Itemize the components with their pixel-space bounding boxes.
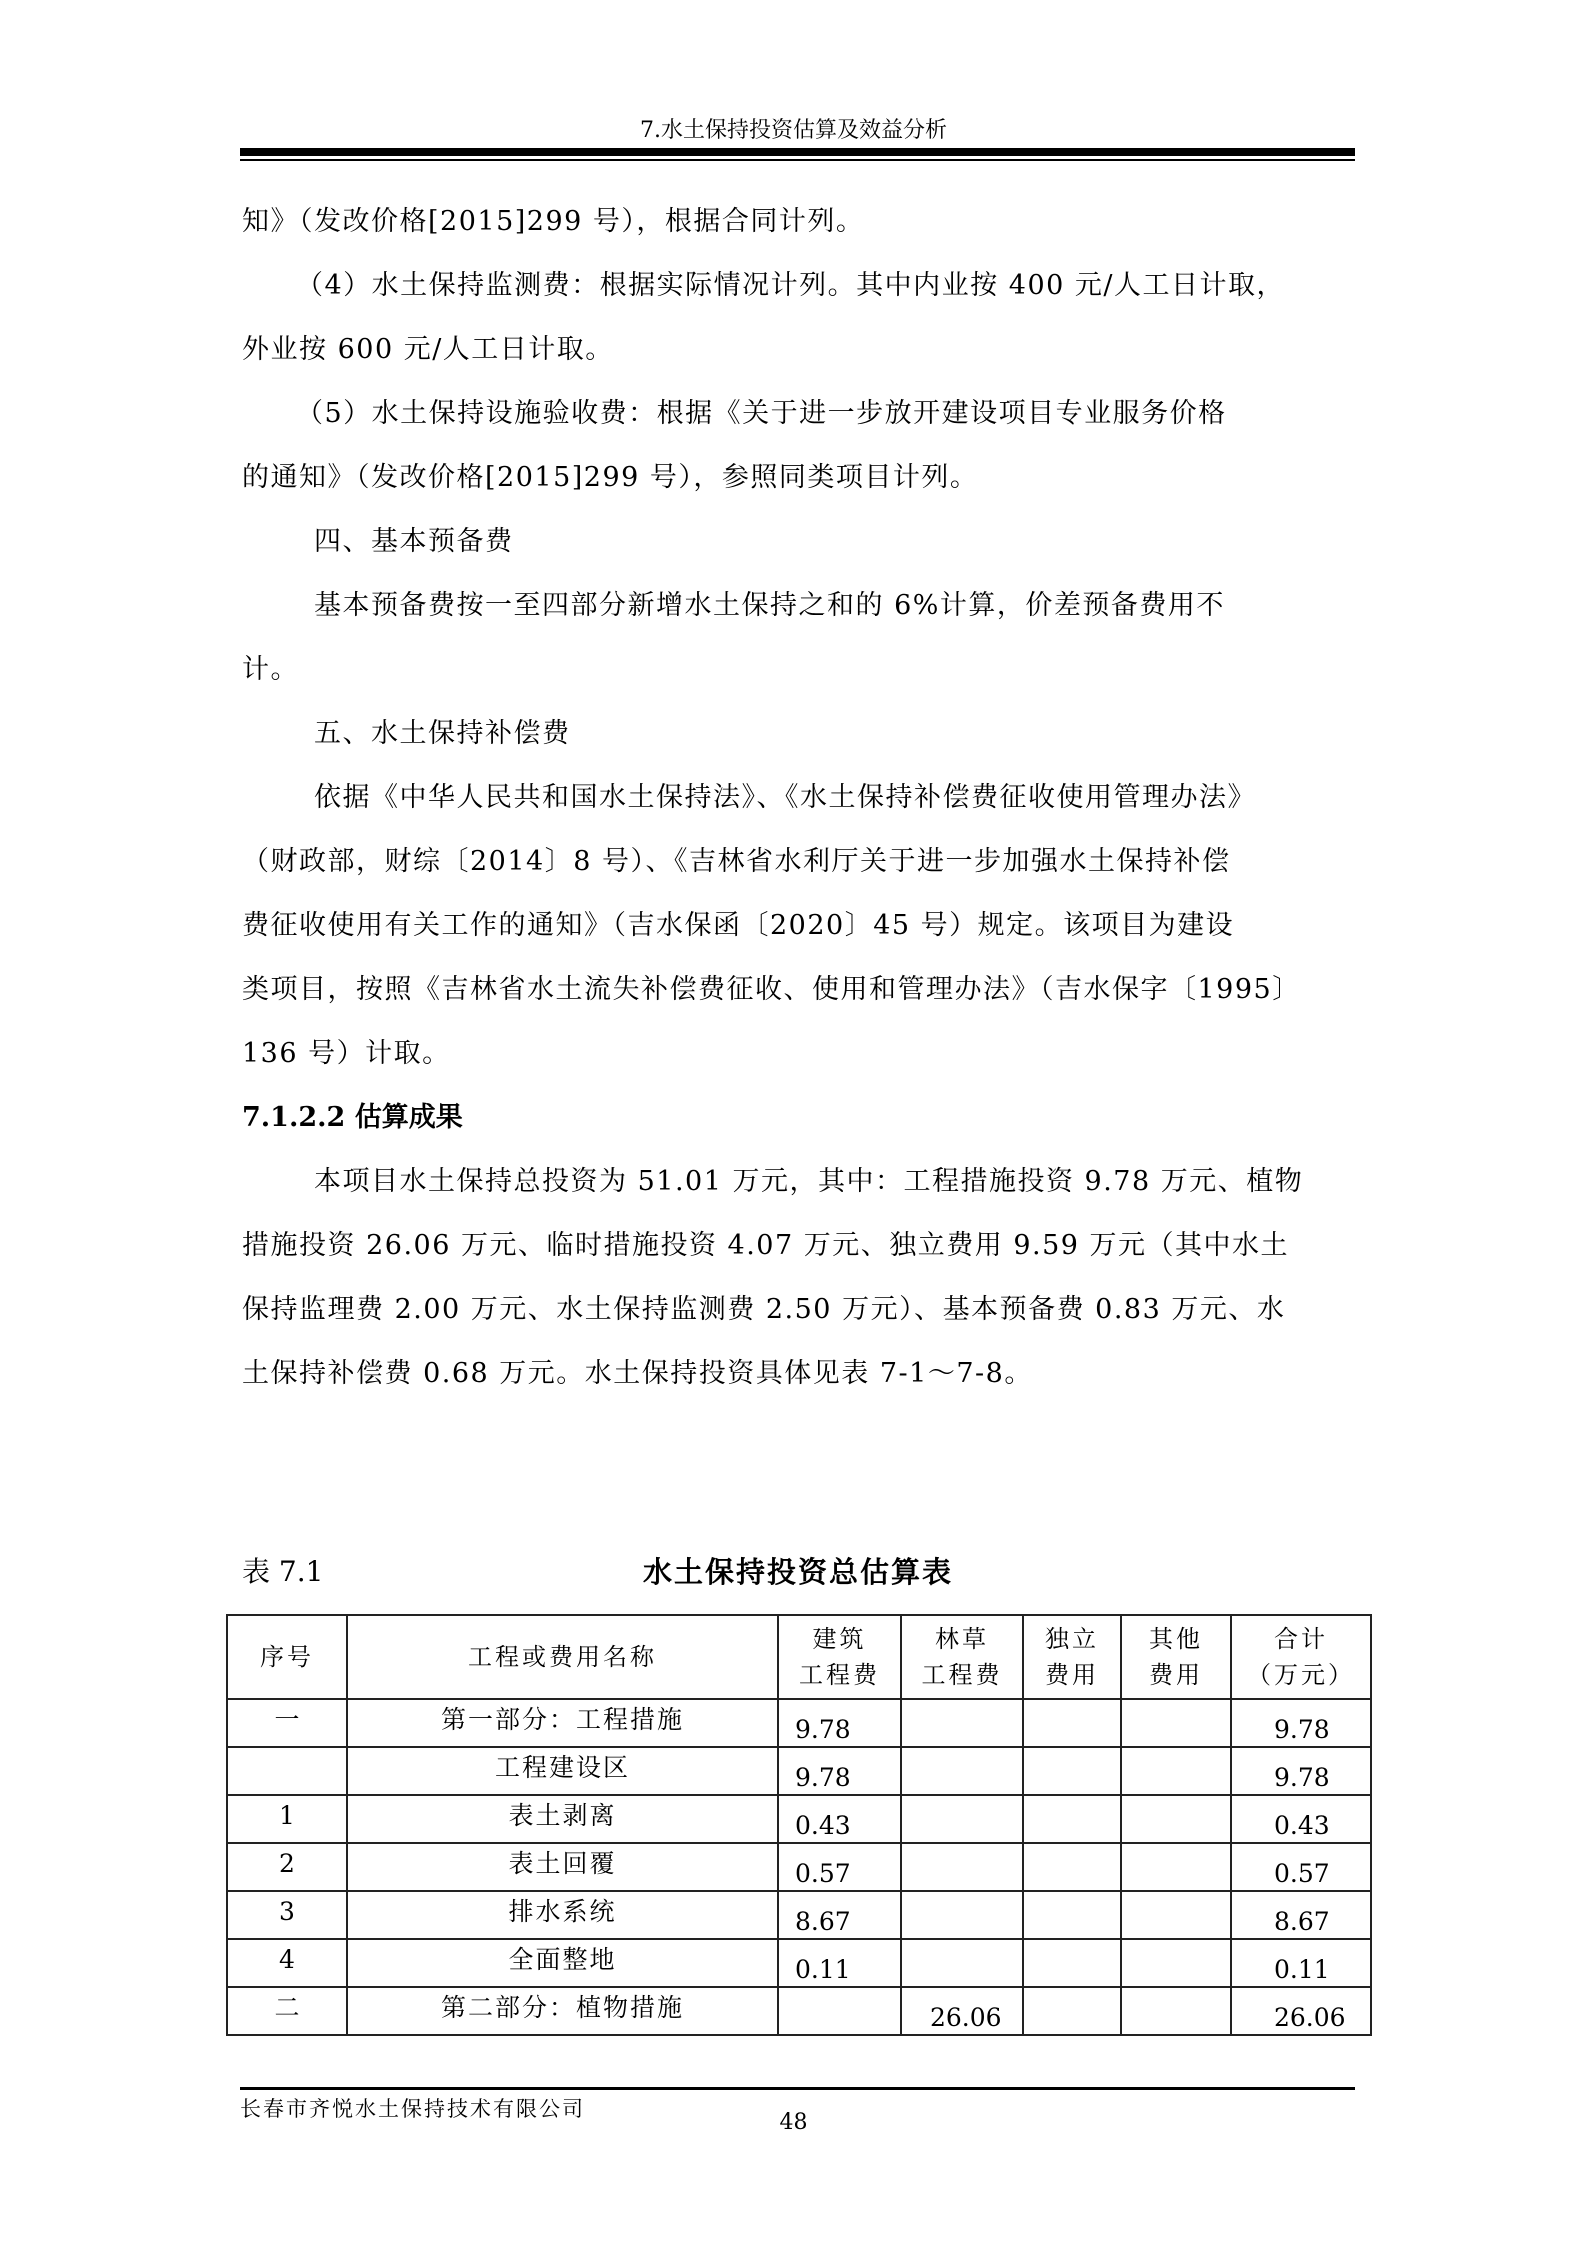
cell-name: 第二部分：植物措施 <box>347 1987 778 2035</box>
footer-company: 长春市齐悦水土保持技术有限公司 <box>240 2097 585 2121</box>
paragraph-line: 费征收使用有关工作的通知》（吉水保函〔2020〕45 号）规定。该项目为建设 <box>242 910 1235 941</box>
section-heading: 7.1.2.2 估算成果 <box>242 1102 463 1133</box>
investment-estimate-table <box>226 1614 1372 2036</box>
cell-seq: 二 <box>227 1987 347 2035</box>
paragraph-line: 本项目水土保持总投资为 51.01 万元，其中：工程措施投资 9.78 万元、植物 <box>314 1166 1304 1197</box>
col-header-forest <box>901 1615 1023 1699</box>
footer-rule <box>240 2087 1355 2090</box>
cell-independent-cost <box>1023 1795 1121 1843</box>
cell-other-cost <box>1121 1699 1231 1747</box>
paragraph-line: 土保持补偿费 0.68 万元。水土保持投资具体见表 7-1～7-8。 <box>242 1358 1033 1389</box>
paragraph-line: 外业按 600 元/人工日计取。 <box>242 334 614 365</box>
cell-independent-cost <box>1023 1747 1121 1795</box>
header-line: 费用 <box>1149 1661 1203 1689</box>
cell-total: 26.06 <box>1231 1987 1371 2035</box>
paragraph-line: 保持监理费 2.00 万元、水土保持监测费 2.50 万元）、基本预备费 0.83 万元、水 <box>242 1294 1286 1325</box>
paragraph-line: 措施投资 26.06 万元、临时措施投资 4.07 万元、独立费用 9.59 万元（其中水土 <box>242 1230 1290 1261</box>
table-row <box>227 1891 1371 1939</box>
cell-independent-cost <box>1023 1699 1121 1747</box>
cell-independent-cost <box>1023 1987 1121 2035</box>
cell-other-cost <box>1121 1891 1231 1939</box>
col-header-other <box>1121 1615 1231 1699</box>
paragraph-line: 基本预备费按一至四部分新增水土保持之和的 6%计算，价差预备费用不 <box>314 590 1225 621</box>
header-rule-thick <box>240 148 1355 156</box>
header-line: 工程费 <box>799 1661 880 1689</box>
cell-seq <box>227 1747 347 1795</box>
table-row <box>227 1987 1371 2035</box>
cell-total: 0.11 <box>1231 1939 1371 1987</box>
cell-building-cost: 0.11 <box>778 1939 901 1987</box>
paragraph-line: 的通知》（发改价格[2015]299 号），参照同类项目计列。 <box>242 462 979 493</box>
cell-other-cost <box>1121 1987 1231 2035</box>
cell-seq: 2 <box>227 1843 347 1891</box>
cell-forest-cost <box>901 1747 1023 1795</box>
col-header-total <box>1231 1615 1371 1699</box>
cell-total: 9.78 <box>1231 1699 1371 1747</box>
cell-building-cost: 9.78 <box>778 1699 901 1747</box>
header-line: 费用 <box>1045 1661 1099 1689</box>
paragraph-line: （4）水土保持监测费：根据实际情况计列。其中内业按 400 元/人工日计取， <box>296 270 1285 301</box>
section-title: 五、水土保持补偿费 <box>314 718 571 749</box>
table-header-row <box>227 1615 1371 1699</box>
cell-seq: 一 <box>227 1699 347 1747</box>
cell-total: 9.78 <box>1231 1747 1371 1795</box>
col-header-independent <box>1023 1615 1121 1699</box>
header-line: 合计 <box>1274 1625 1328 1653</box>
table-caption <box>242 1548 1354 1598</box>
section-title: 四、基本预备费 <box>314 526 514 557</box>
cell-independent-cost <box>1023 1891 1121 1939</box>
col-header-building <box>778 1615 901 1699</box>
cell-name: 表土剥离 <box>347 1795 778 1843</box>
cell-building-cost: 0.43 <box>778 1795 901 1843</box>
cell-independent-cost <box>1023 1939 1121 1987</box>
header-line: 工程费 <box>921 1661 1003 1689</box>
header-line: 独立 <box>1045 1625 1099 1653</box>
cell-forest-cost: 26.06 <box>901 1987 1023 2035</box>
cell-seq: 3 <box>227 1891 347 1939</box>
paragraph-line: （5）水土保持设施验收费：根据《关于进一步放开建设项目专业服务价格 <box>296 398 1227 429</box>
header-line: 其他 <box>1149 1625 1203 1653</box>
paragraph-line: 计。 <box>242 654 299 685</box>
header-line: 林草 <box>935 1625 989 1653</box>
header-line: （万元） <box>1247 1661 1355 1689</box>
paragraph-line: 知》（发改价格[2015]299 号），根据合同计列。 <box>242 206 865 237</box>
paragraph-line: 类项目，按照《吉林省水土流失补偿费征收、使用和管理办法》（吉水保字〔1995〕 <box>242 974 1301 1005</box>
cell-independent-cost <box>1023 1843 1121 1891</box>
cell-seq: 1 <box>227 1795 347 1843</box>
paragraph-line: 136 号）计取。 <box>242 1038 451 1069</box>
cell-other-cost <box>1121 1843 1231 1891</box>
cell-building-cost <box>778 1987 901 2035</box>
table-title: 水土保持投资总估算表 <box>642 1555 953 1589</box>
page-header-title: 7.水土保持投资估算及效益分析 <box>640 118 947 143</box>
cell-name: 第一部分：工程措施 <box>347 1699 778 1747</box>
cell-name: 排水系统 <box>347 1891 778 1939</box>
cell-other-cost <box>1121 1747 1231 1795</box>
cell-other-cost <box>1121 1939 1231 1987</box>
col-header-seq: 序号 <box>227 1615 347 1699</box>
page-number: 48 <box>779 2110 808 2135</box>
cell-building-cost: 0.57 <box>778 1843 901 1891</box>
cell-total: 0.43 <box>1231 1795 1371 1843</box>
cell-forest-cost <box>901 1939 1023 1987</box>
body-text <box>242 190 1354 1406</box>
table-row <box>227 1939 1371 1987</box>
table-row <box>227 1795 1371 1843</box>
cell-forest-cost <box>901 1891 1023 1939</box>
cell-building-cost: 9.78 <box>778 1747 901 1795</box>
cell-name: 全面整地 <box>347 1939 778 1987</box>
header-line: 建筑 <box>812 1625 867 1653</box>
table-number: 表 7.1 <box>242 1555 324 1588</box>
cell-name: 工程建设区 <box>347 1747 778 1795</box>
cell-forest-cost <box>901 1699 1023 1747</box>
cell-forest-cost <box>901 1795 1023 1843</box>
cell-name: 表土回覆 <box>347 1843 778 1891</box>
cell-total: 8.67 <box>1231 1891 1371 1939</box>
cell-forest-cost <box>901 1843 1023 1891</box>
header-rule-thin <box>240 159 1355 161</box>
table-row <box>227 1747 1371 1795</box>
table-row <box>227 1699 1371 1747</box>
cell-building-cost: 8.67 <box>778 1891 901 1939</box>
cell-seq: 4 <box>227 1939 347 1987</box>
cell-total: 0.57 <box>1231 1843 1371 1891</box>
table-row <box>227 1843 1371 1891</box>
paragraph-line: （财政部，财综〔2014〕8 号）、《吉林省水利厅关于进一步加强水土保持补偿 <box>242 846 1231 877</box>
paragraph-line: 依据《中华人民共和国水土保持法》、《水土保持补偿费征收使用管理办法》 <box>314 782 1256 813</box>
col-header-name: 工程或费用名称 <box>347 1615 778 1699</box>
cell-other-cost <box>1121 1795 1231 1843</box>
